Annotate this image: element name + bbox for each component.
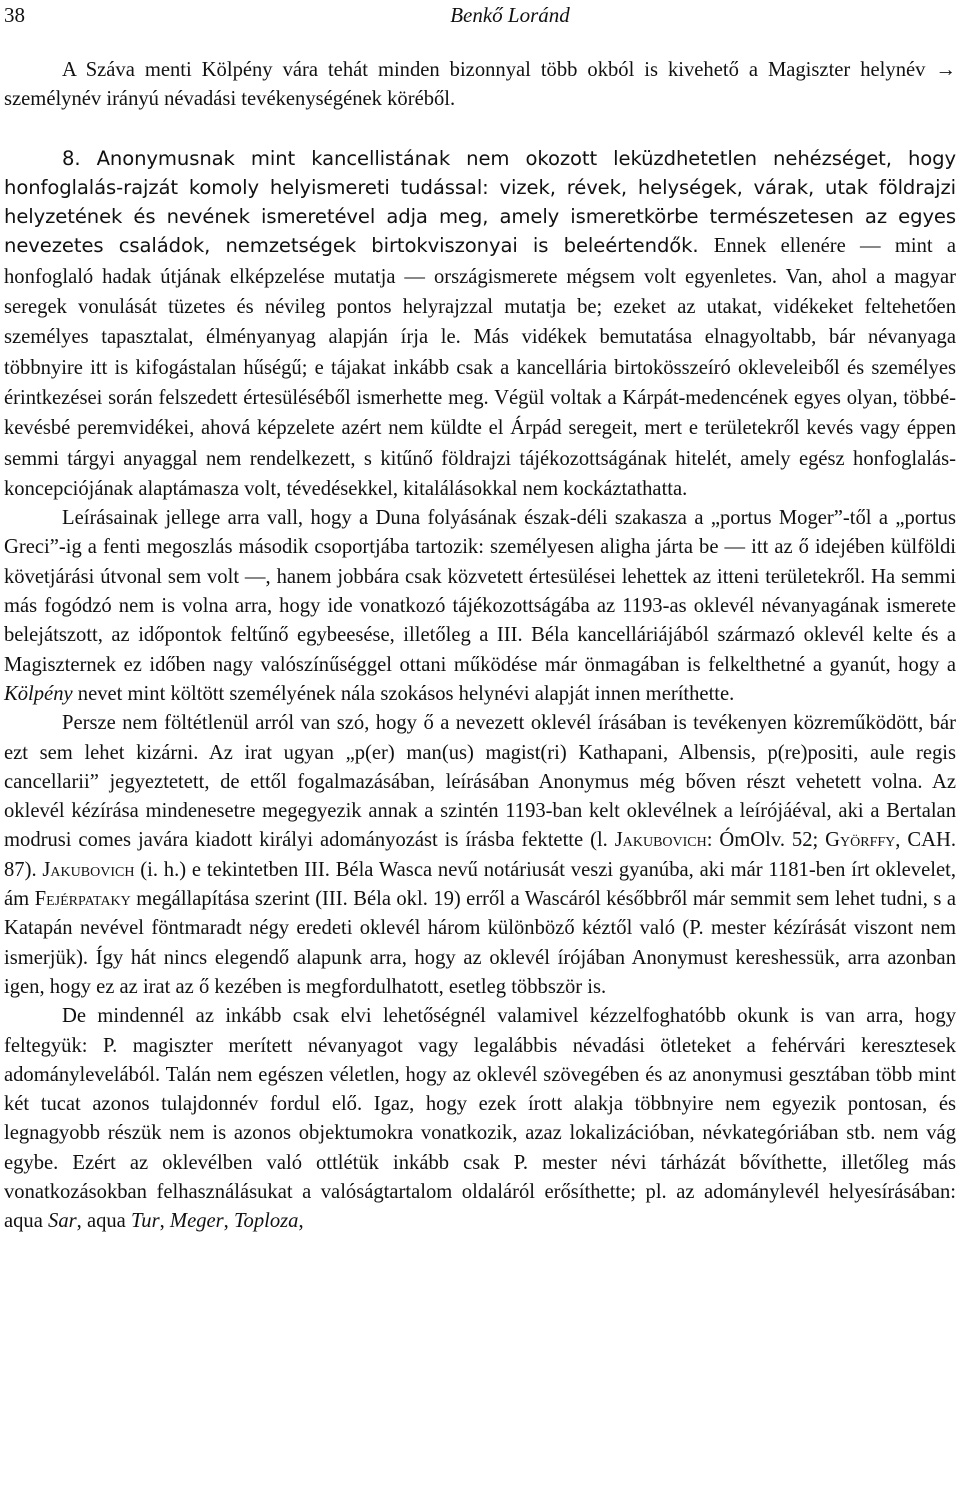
paragraph-5-text-e: , bbox=[298, 1210, 304, 1233]
paragraph-5 bbox=[4, 1002, 956, 1236]
place-name-meger: Meger bbox=[169, 1210, 224, 1233]
paragraph-3-italic: Kölpény bbox=[4, 682, 73, 705]
paragraph-4-text-c: , CAH. 87). bbox=[4, 829, 956, 881]
paragraph-4-text-a: Persze nem föltétlenül arról van szó, hogy ő a nevezett oklevél írásában is tevékenyen közreműködött, bár ezt sem lehet kizárni. Az irat ugyan „p(er) man(us) magist(ri) Kathapani, Albensis, p(re)positi, aule regis cancellarii” jegyeztetett, de ettől fogalmazásában, leírásában Anonymus még bőven részt vehetett volna. Az oklevél kézírása mindenesetre megegyezik annak a szintén 1193-ban kelt oklevélnek a leírójáéval, aki a Bertalan modrusi comes javára kiadott királyi adományozást is írásba fektette (l. bbox=[4, 712, 956, 852]
paragraph-5-text-b: , aqua bbox=[76, 1210, 126, 1233]
paragraph-4-text-b: : ÓmOlv. 52; bbox=[706, 829, 819, 852]
paragraph-1-text: A Száva menti Kölpény vára tehát minden bizonnyal több okból is kivehető a Magiszter helynév → személynév irányú névadási tevékenységének köréből. bbox=[4, 59, 956, 111]
author-name-jakubovich-2: Jakubovich bbox=[42, 858, 135, 881]
paragraph-3 bbox=[4, 504, 956, 709]
place-name-toploza: Toploza bbox=[233, 1210, 299, 1233]
author-name-gyorffy: Györffy bbox=[825, 829, 896, 852]
place-name-tur: Tur bbox=[130, 1210, 160, 1233]
paragraph-3-text-a: Leírásainak jellege arra vall, hogy a Duna folyásának észak-déli szakasza a „portus Moger”-től a „portus Greci”-ig a fenti megoszlás második csoportjába tartozik: személyesen aligha járta be — itt az ő idejében külföldi követjárási útvonal sem volt —, hanem jobbára csak közvetett értesülései lehettek az itteni területekről. Ha semmi más fogódzó nem is volna arra, hogy ide vonatkozó tájékozottságába az 1193-as oklevél névanyagának ismerete belejátszott, az időpontok feltűnő egybeesése, illetőleg a III. Béla kancelláriájából származó oklevél kelte és a Magiszternek ez időben nagy valószínűséggel ottani működése már önmagában is felkelthetné a gyanút, hogy a bbox=[4, 507, 956, 676]
author-name-fejerpataky: Fejérpataky bbox=[34, 888, 131, 911]
paragraph-4-text-e: megállapítása szerint (III. Béla okl. 19) erről a Wascáról későbbről már semmit sem lehet tudni, s a Katapán nevével föntmaradt négy eredeti oklevél három különböző kéztől való (P. mester kézírását viszont nem ismerjük). Így hát nincs elegendő alapunk arra, hogy az oklevél írójában Anonymust kereshessük, arra azonban igen, hogy ez az irat az ő kezében is megfordulhatott, esetleg többször is. bbox=[4, 888, 956, 998]
page-number: 38 bbox=[4, 3, 25, 27]
running-head: Benkő Loránd bbox=[450, 3, 570, 27]
paragraph-4-text-d: (i. h.) e tekintetben III. Béla Wasca nevű notáriusát veszi gyanúba, aki már 1181-ben írt oklevelet, ám bbox=[4, 858, 956, 911]
paragraph-2-text: Ennek ellenére — mint a honfoglaló hadak útjának elképzelése mutatja — országismerete mégsem volt egyenletes. Van, ahol a magyar seregek vonulását tüzetes és névileg pontos helyrajzzal mutatja be; ezeket az utakat, vidékeket feltehetően személyes tapasztalat, élményanyag alapján írja le. Más vidékek bemutatása elnagyoltabb, bár névanyaga többnyire itt is kifogástalan hűségű; e tájakat inkább csak a kancellária birtokösszeíró okleveleiből és személyes érintkezései során felszedett értesüléséből ismerhette meg. Végül voltak a Kárpát-medencének egyes olyan, többé-kevésbé peremvidékei, ahová képzelete azért nem küldte el Árpád seregeit, mert e területekről kevés vagy éppen semmi tárgyi anyaggal nem rendelkezett, s kitűnő földrajzi tájékozottságának hitelét, amely egész honfoglalás-koncepciójának alaptámasza volt, tévedésekkel, kitalálásokkal nem kockáztathatta. bbox=[4, 235, 956, 500]
body-text bbox=[4, 56, 956, 1237]
paragraph-1 bbox=[4, 56, 956, 115]
paragraph-5-text-d: , bbox=[223, 1210, 229, 1233]
place-name-sar: Sar bbox=[48, 1210, 77, 1233]
paragraph-2-sans-text: 8. Anonymusnak mint kancellistának nem okozott leküzdhetetlen nehézséget, hogy honfoglalás-rajzát komoly helyismereti tudással: vizek, révek, helységek, várak, utak földrajzi helyzetének és nevének ismeretével adja meg, amely ismeretkörbe természetesen az egyes nevezetes családok, nemzetségek birtokviszonyai is beleértendők. bbox=[4, 146, 956, 258]
paragraph-5-text-a: De mindennél az inkább csak elvi lehetőségnél valamivel kézzelfoghatóbb okunk is van arra, hogy feltegyük: P. magiszter merített névanyagot vagy legalábbis névadási ötleteket a fehérvári keresztesek adománylevelából. Talán nem egészen véletlen, hogy az oklevél szövegében és az anonymusi gesztában több mint két tucat azonos tulajdonnév fordul elő. Igaz, hogy ezek írott alakja többnyire nem egyezik pontosan, és legnagyobb részük nem is azonos objektumokra vonatkozik, azaz lokalizációban, névkategóriában stb. nem vág egybe. Ezért az oklevélben való ottlétük inkább csak P. mester névi tárházát bővíthette, illetőleg más vonatkozásokban felhasználásukat a valóságtartalom oldaláról erősíthette; pl. az adománylevél helyesírásában: aqua bbox=[4, 1005, 956, 1233]
paragraph-4 bbox=[4, 709, 956, 1002]
paragraph-5-text-c: , bbox=[159, 1210, 165, 1233]
paragraph-2 bbox=[4, 144, 956, 505]
page-header bbox=[4, 0, 956, 30]
author-name-jakubovich: Jakubovich bbox=[614, 829, 707, 852]
paragraph-3-text-b: nevet mint költött személyének nála szokásos helynévi alapját innen meríthette. bbox=[77, 682, 735, 705]
